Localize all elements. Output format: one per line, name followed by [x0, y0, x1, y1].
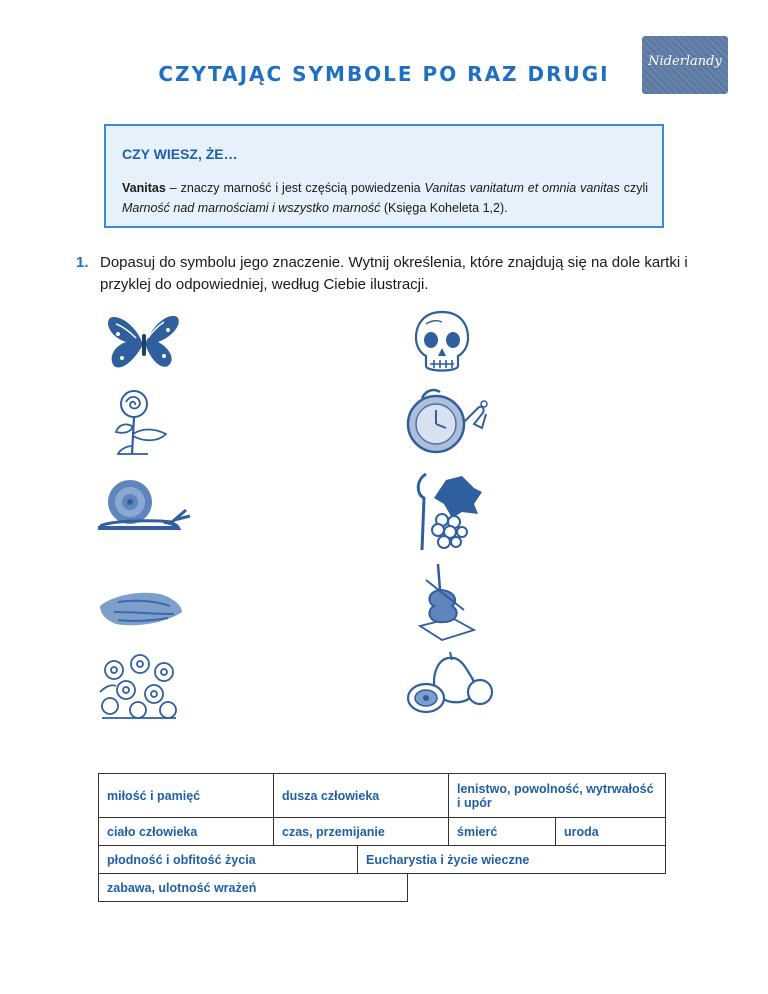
- info-text-part: (Księga Koheleta 1,2).: [380, 201, 508, 215]
- snail-icon: [94, 476, 192, 534]
- option-laziness[interactable]: lenistwo, powolność, wytrwałość i upór: [448, 773, 666, 818]
- info-text-part: czyli: [619, 181, 649, 195]
- violin-icon: [416, 560, 478, 642]
- niderlandy-logo: [642, 36, 728, 94]
- pocket-watch-icon: [404, 386, 494, 456]
- option-beauty[interactable]: uroda: [555, 817, 666, 846]
- info-heading: CZY WIESZ, ŻE…: [122, 146, 238, 162]
- option-time-passing[interactable]: czas, przemijanie: [273, 817, 449, 846]
- option-love-memory[interactable]: miłość i pamięć: [98, 773, 274, 818]
- info-polish-phrase: Marność nad marnościami i wszystko marność: [122, 201, 381, 215]
- option-fun-fleeting[interactable]: zabawa, ulotność wrażeń: [98, 873, 408, 902]
- info-text-part: – znaczy marność i jest częścią powiedzenia: [165, 181, 425, 195]
- seashell-icon: [98, 588, 184, 630]
- skull-icon: [412, 310, 472, 376]
- flowers-icon: [98, 652, 180, 722]
- option-eucharist[interactable]: Eucharystia i życie wieczne: [357, 845, 666, 874]
- option-human-soul[interactable]: dusza człowieka: [273, 773, 449, 818]
- info-box: [104, 124, 664, 228]
- rose-icon: [108, 388, 174, 456]
- task-number: 1.: [76, 254, 89, 271]
- info-latin-phrase: Vanitas vanitatum et omnia vanitas: [424, 181, 620, 195]
- info-text: [122, 178, 648, 218]
- page-title: CZYTAJĄC SYMBOLE PO RAZ DRUGI: [158, 62, 610, 86]
- option-death[interactable]: śmierć: [448, 817, 556, 846]
- option-human-body[interactable]: ciało człowieka: [98, 817, 274, 846]
- info-term: Vanitas: [122, 181, 166, 195]
- option-fertility[interactable]: płodność i obfitość życia: [98, 845, 358, 874]
- task-text: Dopasuj do symbolu jego znaczenie. Wytnij określenia, które znajdują się na dole kartki i przyklej do odpowiedniej, według Ciebie ilustracji.: [100, 254, 688, 293]
- task-instruction: [76, 252, 696, 296]
- logo-text: Niderlandy: [648, 54, 722, 69]
- butterfly-icon: [104, 312, 182, 374]
- fruit-icon: [404, 652, 494, 718]
- grapes-icon: [412, 470, 484, 552]
